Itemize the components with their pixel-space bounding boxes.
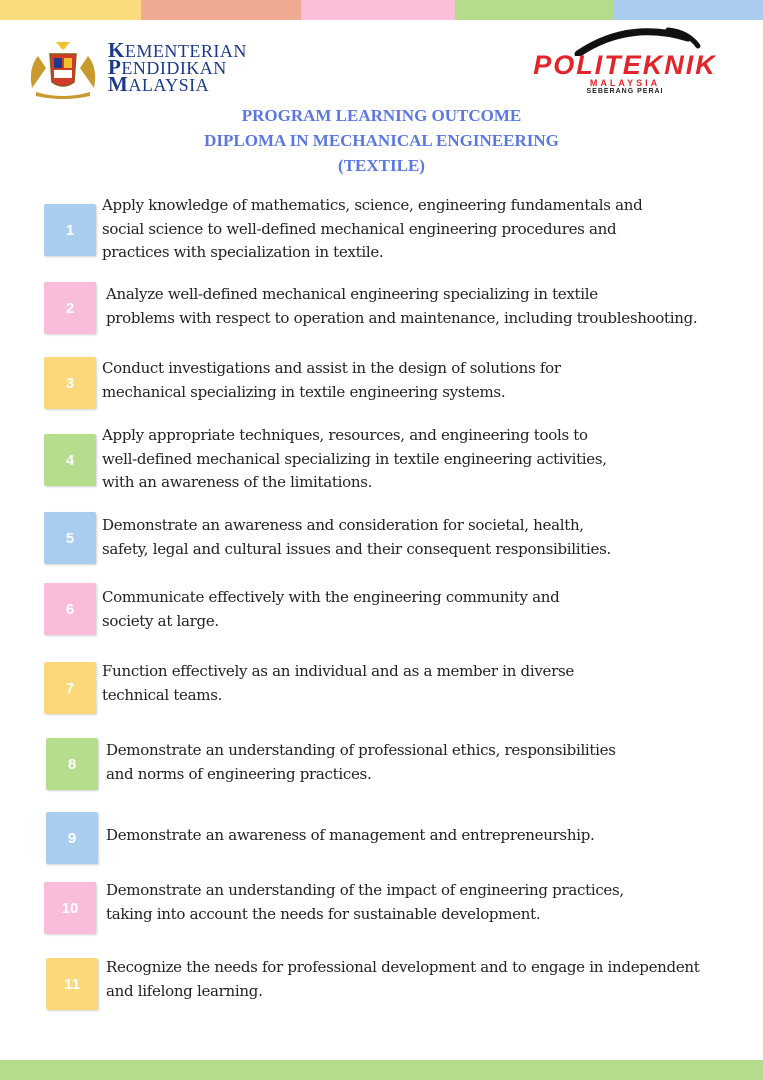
- outcome-description: [106, 283, 697, 330]
- outcome-description: [102, 514, 611, 561]
- outcome-description: [102, 424, 607, 495]
- ministry-line2-initial: P: [108, 55, 122, 79]
- outcome-line: technical teams.: [102, 685, 223, 704]
- ministry-line2-rest: ENDIDIKAN: [121, 58, 227, 78]
- outcome-number-badge: 8: [46, 738, 98, 790]
- outcome-line: society at large.: [102, 611, 219, 630]
- top-bar-segment: [301, 0, 455, 20]
- polytechnic-campus: SEBERANG PERAI: [586, 88, 664, 95]
- title-line-2: DIPLOMA IN MECHANICAL ENGINEERING: [204, 131, 559, 150]
- top-bar-segment: [141, 0, 301, 20]
- outcome-line: well-defined mechanical specializing in textile engineering activities,: [102, 449, 607, 468]
- top-bar-segment: [613, 0, 763, 20]
- outcome-line: social science to well-defined mechanical engineering procedures and: [102, 219, 617, 238]
- outcome-number-badge: 3: [44, 357, 96, 409]
- bottom-color-bar: [0, 1060, 763, 1080]
- outcome-line: and norms of engineering practices.: [106, 764, 372, 783]
- outcome-description: [106, 879, 624, 926]
- outcome-number-badge: 2: [44, 282, 96, 334]
- title-line-3: (TEXTILE): [338, 156, 425, 175]
- outcome-line: with an awareness of the limitations.: [102, 473, 373, 491]
- outcome-line: Apply appropriate techniques, resources, and engineering tools to: [102, 426, 588, 444]
- ministry-name: [108, 38, 247, 96]
- outcome-number-badge: 5: [44, 512, 96, 564]
- coat-of-arms-logo: [24, 38, 102, 100]
- outcome-line: Recognize the needs for professional development and to engage in independent: [106, 958, 700, 976]
- outcome-description: [106, 824, 594, 848]
- outcome-line: problems with respect to operation and maintenance, including troubleshooting.: [106, 308, 698, 327]
- outcome-line: Analyze well-defined mechanical engineering specializing in textile: [106, 285, 598, 303]
- outcome-line: Demonstrate an awareness of management and entrepreneurship.: [106, 826, 595, 844]
- top-bar-segment: [455, 0, 613, 20]
- outcome-line: and lifelong learning.: [106, 981, 263, 1000]
- outcome-description: [102, 586, 559, 633]
- ministry-line3-initial: M: [108, 72, 129, 96]
- outcome-number-badge: 7: [44, 662, 96, 714]
- outcome-number-badge: 9: [46, 812, 98, 864]
- outcome-number-badge: 11: [46, 958, 98, 1010]
- outcome-number-badge: 6: [44, 583, 96, 635]
- polytechnic-name: POLITEKNIK: [533, 50, 717, 80]
- top-bar-segment: [0, 0, 141, 20]
- outcome-line: Conduct investigations and assist in the design of solutions for: [102, 359, 561, 377]
- outcome-description: [106, 956, 700, 1003]
- outcome-number-badge: 1: [44, 204, 96, 256]
- outcome-number-badge: 10: [44, 882, 96, 934]
- outcome-line: practices with specialization in textile.: [102, 243, 384, 261]
- top-color-bar: [0, 0, 763, 20]
- outcome-number-badge: 4: [44, 434, 96, 486]
- ministry-line1-initial: K: [108, 38, 125, 62]
- outcome-line: mechanical specializing in textile engineering systems.: [102, 382, 506, 401]
- ministry-line3-rest: ALAYSIA: [128, 75, 210, 95]
- outcome-line: taking into account the needs for sustainable development.: [106, 904, 541, 923]
- outcome-line: Demonstrate an understanding of professional ethics, responsibilities: [106, 741, 616, 759]
- outcome-description: [106, 739, 616, 786]
- outcome-line: safety, legal and cultural issues and their consequent responsibilities.: [102, 539, 611, 558]
- polytechnic-country: MALAYSIA: [589, 78, 661, 88]
- outcome-description: [102, 660, 574, 707]
- page-title: [0, 103, 763, 178]
- polytechnic-logo: [518, 26, 732, 98]
- outcome-line: Demonstrate an awareness and consideration for societal, health,: [102, 516, 584, 534]
- outcome-line: Demonstrate an understanding of the impact of engineering practices,: [106, 881, 624, 899]
- outcome-description: [102, 194, 642, 265]
- title-line-1: PROGRAM LEARNING OUTCOME: [241, 106, 522, 125]
- outcome-description: [102, 357, 561, 404]
- outcome-line: Communicate effectively with the engineering community and: [102, 588, 560, 606]
- outcome-line: Function effectively as an individual and as a member in diverse: [102, 662, 574, 680]
- ministry-line1-rest: EMENTERIAN: [124, 41, 247, 61]
- outcome-line: Apply knowledge of mathematics, science, engineering fundamentals and: [102, 196, 643, 214]
